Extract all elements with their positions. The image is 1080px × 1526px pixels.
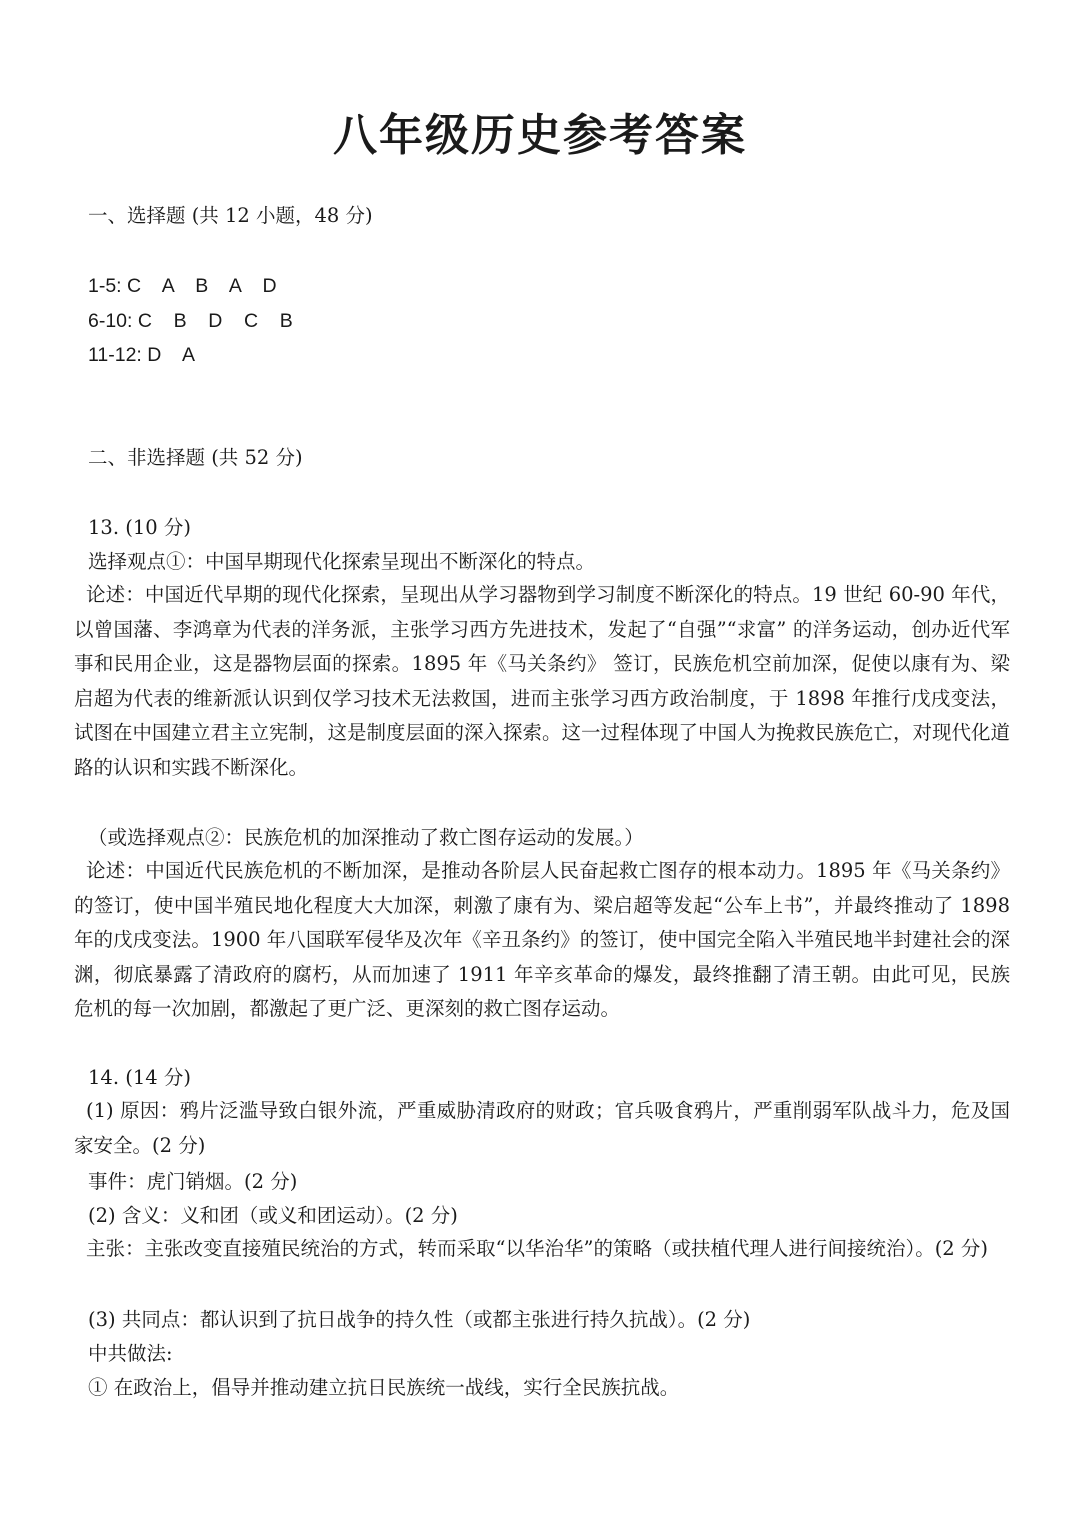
q14-p3-ccp-label: 中共做法:	[88, 1342, 173, 1365]
section1-heading: 一、选择题 (共 12 小题，48 分)	[88, 204, 373, 227]
answer-row-label: 1-5:	[88, 275, 122, 297]
q14-p1-reason: (1) 原因：鸦片泛滥导致白银外流，严重威胁清政府的财政；官兵吸食鸦片，严重削弱军队战斗力，危及国家安全。(2 分)	[74, 1099, 1010, 1157]
answer-row-label: 6-10:	[88, 310, 133, 332]
q14-number: 14. (14 分)	[88, 1066, 191, 1089]
answer-row-values: D A	[147, 344, 195, 366]
q14-p3-common: (3) 共同点：都认识到了抗日战争的持久性（或都主张进行持久抗战）。(2 分)	[88, 1308, 751, 1331]
answer-row-3	[88, 341, 195, 369]
answer-row-values: C A B A D	[127, 275, 277, 297]
section2-heading: 二、非选择题 (共 52 分)	[88, 446, 303, 469]
document-title: 八年级历史参考答案	[333, 110, 747, 161]
q13-viewpoint2: （或选择观点②：民族危机的加深推动了救亡图存运动的发展。）	[88, 826, 644, 849]
q13-argument2: 论述：中国近代民族危机的不断加深，是推动各阶层人民奋起救亡图存的根本动力。1895 年《马关条约》 的签订，使中国半殖民地化程度大大加深，刺激了康有为、梁启超等发起“公车上书”，并最终推动了 1898 年的戊戌变法。1900 年八国联军侵华及次年《辛丑条约》的签订，使中国完全陷入半殖民地半封建社会的深渊，彻底暴露了清政府的腐朽，从而加速了 1911 年辛亥革命的爆发，最终推翻了清王朝。由此可见，民族危机的每一次加剧，都激起了更广泛、更深刻的救亡图存运动。	[74, 859, 1010, 1020]
q13-viewpoint1: 选择观点①：中国早期现代化探索呈现出不断深化的特点。	[88, 550, 596, 573]
answer-row-values: C B D C B	[137, 310, 293, 332]
q13-number: 13. (10 分)	[88, 516, 191, 539]
answer-row-1	[88, 272, 277, 300]
q14-p2-claim: 主张：主张改变直接殖民统治的方式，转而采取“以华治华”的策略（或扶植代理人进行间接统治）。(2 分)	[86, 1237, 989, 1260]
answer-row-2	[88, 307, 293, 335]
q14-p3-item1: ① 在政治上，倡导并推动建立抗日民族统一战线，实行全民族抗战。	[88, 1376, 680, 1399]
answer-row-label: 11-12:	[88, 344, 142, 366]
q14-p2-meaning: (2) 含义：义和团（或义和团运动）。(2 分)	[88, 1204, 458, 1227]
q14-p1-event: 事件：虎门销烟。(2 分)	[88, 1170, 298, 1193]
q13-argument1: 论述：中国近代早期的现代化探索，呈现出从学习器物到学习制度不断深化的特点。19 世纪 60-90 年代，以曾国藩、李鸿章为代表的洋务派，主张学习西方先进技术，发起了“自强”“求富” 的洋务运动，创办近代军事和民用企业，这是器物层面的探索。1895 年《马关条约》 签订，民族危机空前加深，促使以康有为、梁启超为代表的维新派认识到仅学习技术无法救国，进而主张学习西方政治制度，于 1898 年推行戊戌变法，试图在中国建立君主立宪制，这是制度层面的深入探索。这一过程体现了中国人为挽救民族危亡，对现代化道路的认识和实践不断深化。	[74, 583, 1011, 779]
